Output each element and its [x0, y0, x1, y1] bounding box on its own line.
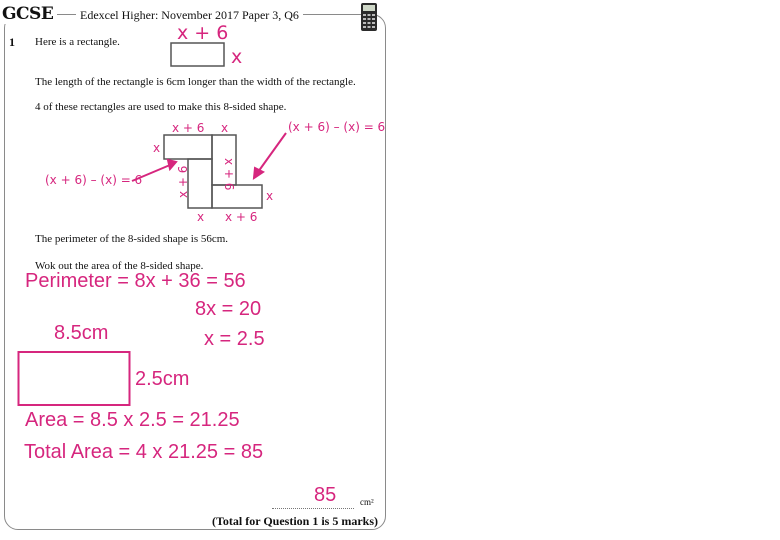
question-intro: Here is a rectangle. [35, 36, 120, 48]
shape-left-width: x [153, 141, 161, 155]
shape-left-vertical: x + 6 [176, 165, 190, 198]
working-eq3: x = 2.5 [204, 328, 265, 350]
answer-line [272, 508, 354, 509]
answer-unit: cm² [360, 497, 374, 507]
shape-bottom-length: x + 6 [225, 210, 258, 224]
eight-sided-shape [0, 0, 390, 230]
working-rectangle [17, 350, 133, 408]
paper-title: Edexcel Higher: November 2017 Paper 3, Q6 [76, 8, 303, 23]
task-statement: Wok out the area of the 8-sided shape. [35, 260, 204, 272]
rect-width-label: x [231, 46, 243, 68]
shape-right-width: x [266, 189, 274, 203]
shape-top-width: x [221, 121, 229, 135]
total-marks: (Total for Question 1 is 5 marks) [212, 514, 379, 528]
working-eq2: 8x = 20 [195, 298, 262, 320]
question-line-1: The length of the rectangle is 6cm longer than the width of the rectangle. [35, 76, 356, 88]
question-line-2: 4 of these rectangles are used to make this 8-sided shape. [35, 101, 287, 113]
annotation-right: (x + 6) – (x) = 6 [288, 120, 386, 134]
brand-title: GCSE [2, 4, 57, 24]
shape-right-vertical: x + 6 [222, 158, 236, 191]
working-area: Area = 8.5 x 2.5 = 21.25 [25, 409, 240, 431]
working-total-area: Total Area = 4 x 21.25 = 85 [24, 441, 264, 463]
answer-value: 85 [314, 484, 337, 506]
perimeter-statement: The perimeter of the 8-sided shape is 56cm. [35, 233, 229, 245]
question-number: 1 [9, 35, 15, 49]
shape-top-length: x + 6 [172, 121, 205, 135]
rect-length-label: x + 6 [177, 22, 229, 44]
working-rect-width: 2.5cm [135, 368, 190, 390]
working-rect-length: 8.5cm [54, 322, 109, 344]
working-perimeter: Perimeter = 8x + 36 = 56 [25, 270, 246, 292]
shape-bottom-width: x [197, 210, 205, 224]
annotation-left: (x + 6) – (x) = 6 [45, 173, 143, 187]
